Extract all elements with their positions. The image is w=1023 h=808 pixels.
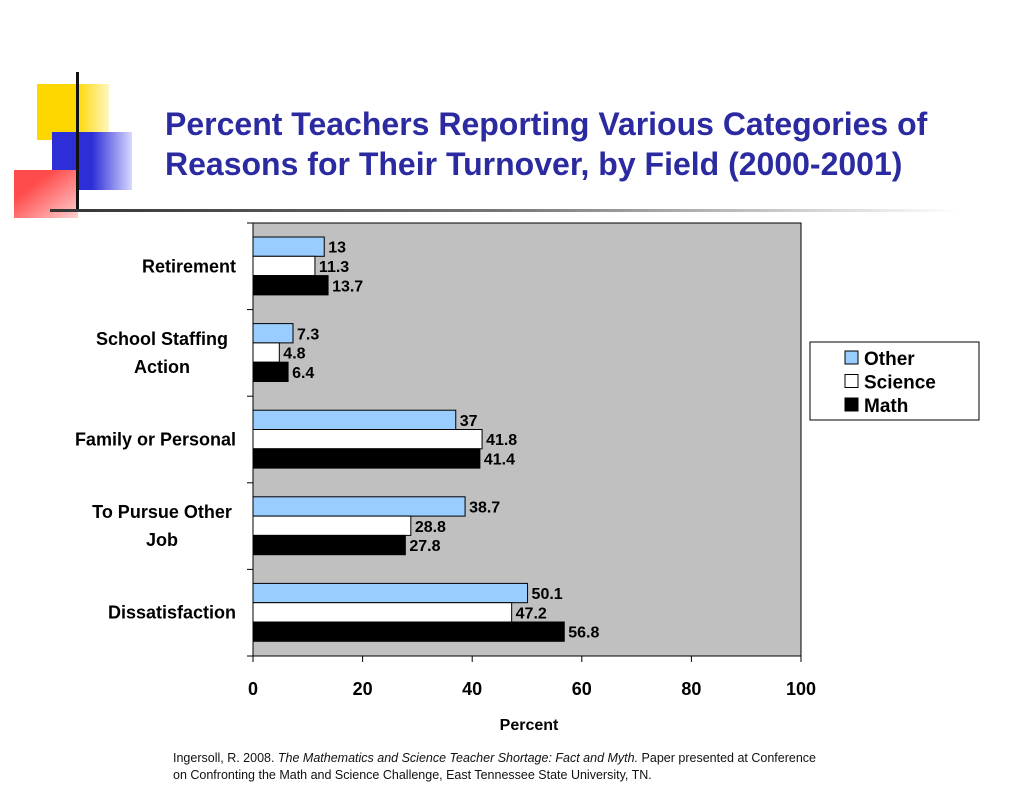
x-tick-label: 0 [247,679,259,699]
category-label: Retirement [141,256,236,277]
bar-math [253,362,288,381]
data-label: 4.8 [283,345,306,363]
citation-footnote [173,750,833,784]
data-label: 50.1 [531,586,563,604]
legend-label-math: Math [864,396,909,417]
x-tick-label: 80 [681,679,702,699]
bar-other [253,410,456,429]
data-label: 13.7 [332,278,364,296]
data-label: 28.8 [414,518,446,536]
bar-math [253,622,564,641]
bar-science [253,603,512,622]
bar-science [253,256,315,275]
x-axis-title: Percent [499,717,559,734]
bar-science [253,516,411,535]
data-label: 27.8 [409,538,441,556]
x-tick-label: 100 [785,679,817,699]
slide-title-line-2: Reasons for Their Turnover, by Field (2000-2001) [165,146,903,182]
citation-title: The Mathematics and Science Teacher Shortage: Fact and Myth. [277,751,639,765]
data-label: 37 [459,412,478,430]
legend-swatch-science [845,375,858,388]
bar-other [253,497,465,516]
category-label: Family or Personal [74,429,236,450]
citation-rest: Paper presented at Conference on Confronting the Math and Science Challenge, East Tennessee State University, TN. [173,751,816,782]
data-label: 6.4 [292,364,315,382]
legend-label-science: Science [864,372,936,394]
data-label: 47.2 [515,605,547,623]
data-label: 11.3 [318,258,350,276]
bar-math [253,276,328,295]
bar-other [253,324,293,343]
legend-swatch-other [845,351,858,364]
bar-math [253,449,480,468]
data-label: 7.3 [297,326,320,344]
category-label: School Staffing [96,328,228,349]
bar-science [253,430,482,449]
x-tick-label: 60 [571,679,592,699]
citation-prefix: Ingersoll, R. 2008. [173,751,278,765]
x-tick-label: 20 [352,679,373,699]
bar-math [253,535,405,554]
data-label: 41.8 [486,432,518,450]
data-label: 56.8 [568,624,600,642]
legend-label-other: Other [864,349,915,370]
bar-other [253,237,324,256]
category-label: To Pursue Other [92,502,232,523]
data-label: 13 [328,239,347,257]
legend-swatch-math [845,398,858,411]
data-label: 41.4 [483,451,516,469]
category-label: Dissatisfaction [107,602,236,623]
slide-title-line-1: Percent Teachers Reporting Various Categories of [165,106,928,142]
category-label: Action [134,356,190,377]
bar-science [253,343,279,362]
data-label: 38.7 [469,499,501,517]
category-label: Job [145,530,179,551]
bar-other [253,583,528,602]
x-tick-label: 40 [462,679,483,699]
